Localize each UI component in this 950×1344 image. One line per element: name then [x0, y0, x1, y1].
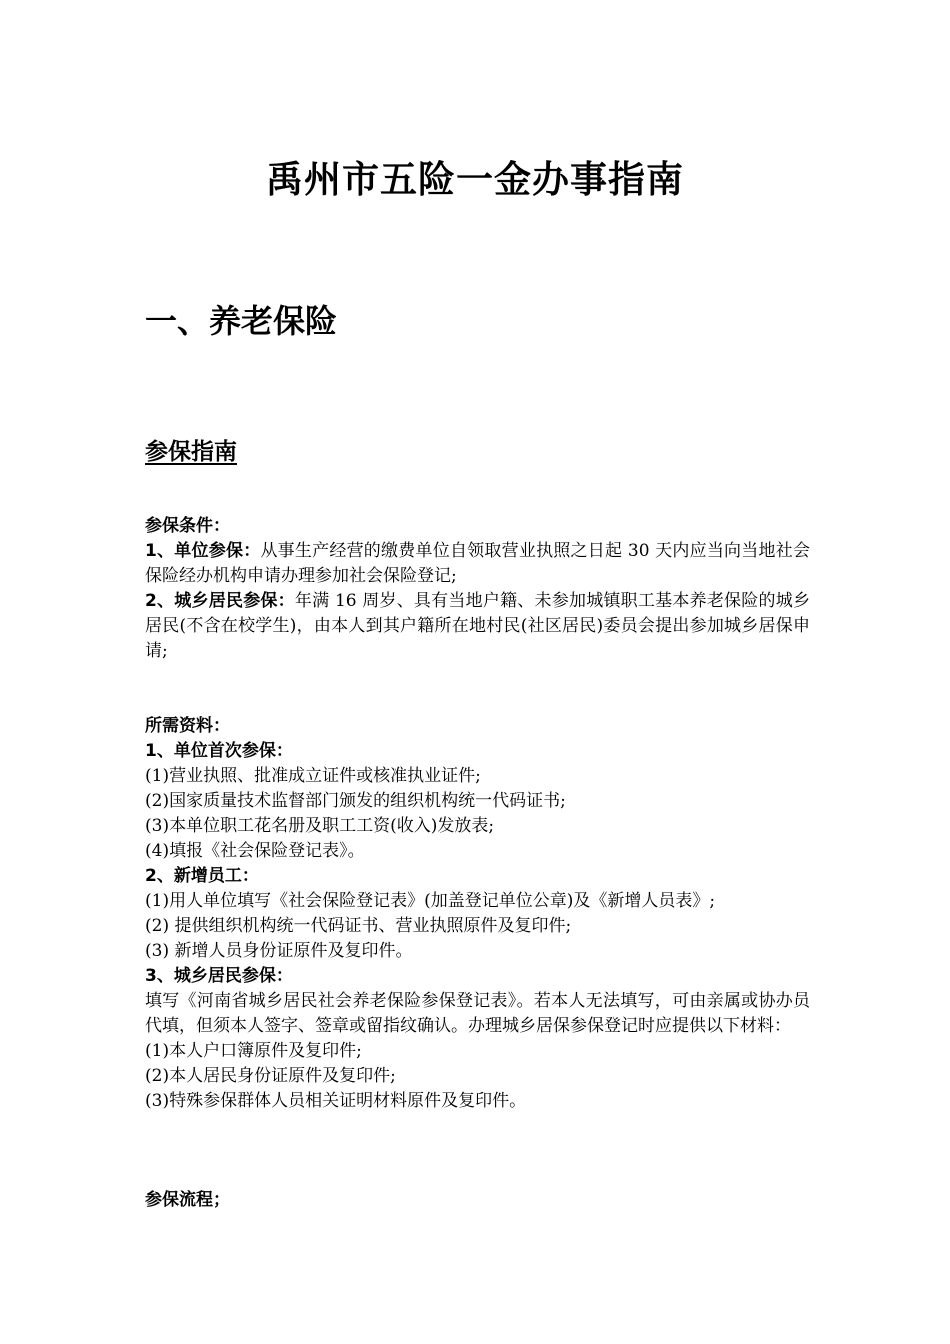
conditions-heading: 参保条件：: [145, 516, 230, 536]
materials-heading: 所需资料：: [145, 716, 230, 736]
list-item: (2) 提供组织机构统一代码证书、营业执照原件及复印件;: [145, 916, 572, 936]
list-item: (3)特殊参保群体人员相关证明材料原件及复印件。: [145, 1091, 527, 1111]
list-item: (2)国家质量技术监督部门颁发的组织机构统一代码证书;: [145, 791, 566, 811]
subsection-heading: 参保指南: [145, 439, 237, 465]
condition-item-2: [145, 589, 810, 664]
condition-item-2-text: 年满 16 周岁、具有当地户籍、未参加城镇职工基本养老保险的城乡居民(不含在校学生)，由本人到其户籍所在地村民(社区居民)委员会提出参加城乡居保申请;: [145, 591, 810, 661]
condition-item-1-label: 1、单位参保：: [145, 541, 261, 561]
list-item: (4)填报《社会保险登记表》。: [145, 841, 365, 861]
materials-group-3-label: 3、城乡居民参保：: [145, 966, 293, 986]
condition-item-1-text: 从事生产经营的缴费单位自领取营业执照之日起 30 天内应当向当地社会保险经办机构申请办理参加社会保险登记;: [145, 541, 810, 586]
materials-group-2-label: 2、新增员工：: [145, 866, 259, 886]
list-item: (1)用人单位填写《社会保险登记表》(加盖登记单位公章)及《新增人员表》;: [145, 891, 716, 911]
materials-group-1-label: 1、单位首次参保：: [145, 741, 293, 761]
list-item: (3)本单位职工花名册及职工工资(收入)发放表;: [145, 816, 495, 836]
conditions-block: [145, 514, 810, 664]
document-title: 禹州市五险一金办事指南: [266, 158, 684, 201]
list-item: (1)本人户口簿原件及复印件;: [145, 1041, 362, 1061]
materials-group-3-text: 填写《河南省城乡居民社会养老保险参保登记表》。若本人无法填写，可由亲属或协办员代填，但须本人签字、签章或留指纹确认。办理城乡居保参保登记时应提供以下材料：: [145, 991, 810, 1036]
condition-item-2-label: 2、城乡居民参保：: [145, 591, 295, 611]
list-item: (3) 新增人员身份证原件及复印件。: [145, 941, 413, 961]
section-heading: 一、养老保险: [145, 302, 338, 340]
process-heading: 参保流程；: [145, 1190, 230, 1210]
condition-item-1: [145, 539, 810, 589]
materials-block: [145, 714, 810, 1114]
list-item: (2)本人居民身份证原件及复印件;: [145, 1066, 396, 1086]
list-item: (1)营业执照、批准成立证件或核准执业证件;: [145, 766, 481, 786]
process-block: [145, 1188, 810, 1213]
